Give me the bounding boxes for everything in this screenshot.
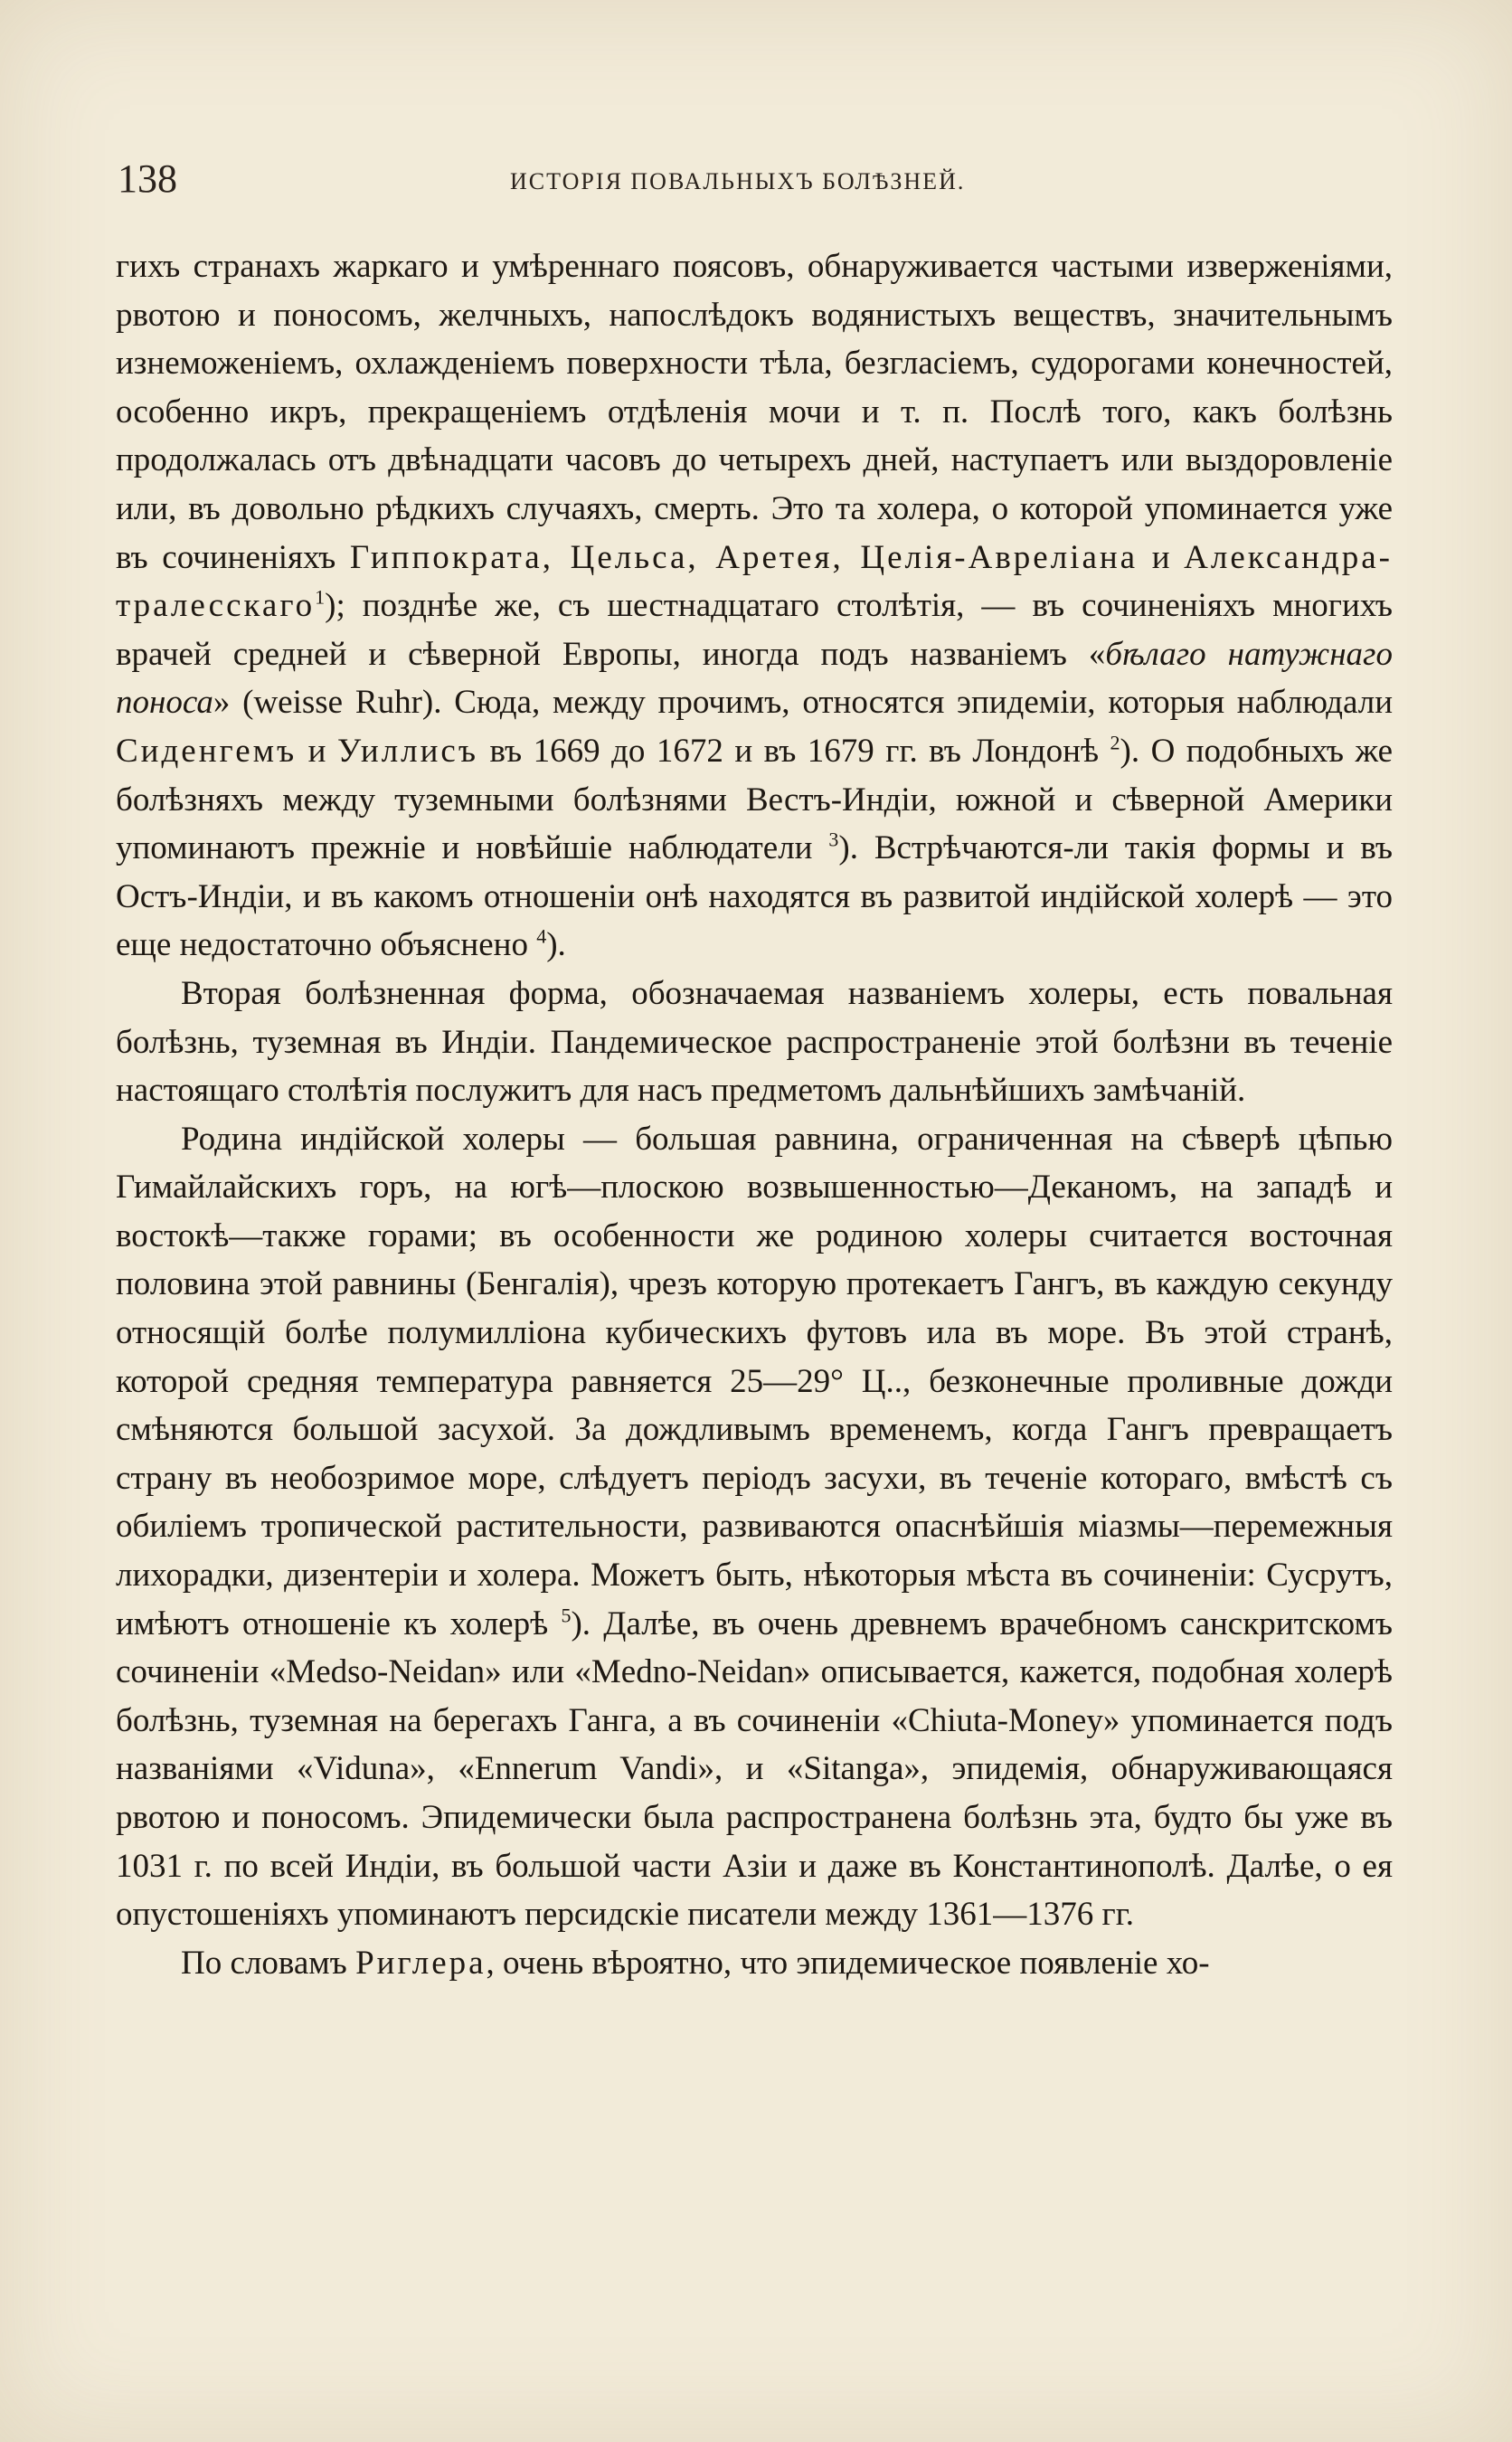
text-run: , очень вѣроятно, что эпидемическое появленіе хо- [486, 1944, 1210, 1982]
text-run: въ 1669 до 1672 и въ 1679 гг. въ Лондонѣ [477, 732, 1110, 770]
footnote-ref: 1 [315, 585, 326, 609]
author-name: Риглера [355, 1944, 487, 1982]
text-run: гихъ странахъ жаркаго и умѣреннаго поясовъ, обнаруживается частыми изверженіями, рвотою и поносомъ, желчныхъ, напослѣдокъ водянистыхъ веществъ, значительнымъ изнеможеніемъ, охлажденіемъ поверхности тѣла, безгласіемъ, судорогами конечностей, особенно икръ, прекращеніемъ отдѣленія мочи и т. п. Послѣ того, какъ болѣзнь продолжалась отъ двѣнадцати часовъ до четырехъ дней, наступаетъ или выздоровленіе или, въ довольно рѣдкихъ случаяхъ, смерть. Это та холера, о которой упоминается уже въ сочиненіяхъ [116, 248, 1393, 576]
footnote-ref: 4 [536, 924, 547, 948]
author-name: Уиллисъ [336, 732, 478, 770]
page-number: 138 [118, 156, 177, 201]
author-name: Александра-тралесскаго [116, 538, 1393, 625]
page-header [118, 156, 1402, 210]
text-run: По словамъ [181, 1944, 356, 1982]
text-run: » (weisse Ruhr). Сюда, между прочимъ, относятся эпидеміи, которыя наблюдали [213, 684, 1393, 722]
body-text [116, 242, 1393, 1987]
running-title: ИСТОРІЯ ПОВАЛЬНЫХЪ БОЛѢЗНЕЙ. [510, 168, 966, 194]
footnote-ref: 2 [1110, 731, 1120, 754]
paragraph-2: Вторая болѣзненная форма, обозначаемая названіемъ холеры, есть повальная болѣзнь, туземная въ Индіи. Пандемическое распространеніе этой болѣзни въ теченіе настоящаго столѣтія послужитъ для насъ предметомъ дальнѣйшихъ замѣчаній. [116, 974, 1393, 1110]
author-name: Сиденгемъ [116, 732, 298, 770]
text-run: и [1138, 538, 1185, 576]
paragraph-3 [116, 1115, 1393, 1939]
text-run: Родина индійской холеры — большая равнина, ограниченная на сѣверѣ цѣпью Гимайлайскихъ горъ, на югѣ—плоскою возвышенностью—Деканомъ, на западѣ и востокѣ—также горами; въ особенности же родиною холеры считается восточная половина этой равнины (Бенгалія), чрезъ которую протекаетъ Гангъ, въ каждую секунду относящій болѣе полумилліона кубическихъ футовъ ила въ море. Въ этой странѣ, которой средняя температура равняется 25—29° Ц.., безконечные проливные дожди смѣняются большой засухой. За дождливымъ временемъ, когда Гангъ превращаетъ страну въ необозримое море, слѣдуетъ періодъ засухи, въ теченіе котораго, вмѣстѣ съ обиліемъ тропической растительности, развиваются опаснѣйшія міазмы—перемежныя лихорадки, дизентеріи и холера. Можетъ быть, нѣкоторыя мѣста въ сочиненіи: Сусрутъ, имѣютъ отношеніе къ холерѣ [116, 1120, 1393, 1642]
footnote-ref: 5 [561, 1604, 572, 1627]
text-run: ). Далѣе, въ очень древнемъ врачебномъ санскритскомъ сочиненіи «Medso-Neidan» или «Medno-Neidan» описывается, кажется, подобная холерѣ болѣзнь, туземная на берегахъ Ганга, а въ сочиненіи «Chiuta-Money» упоминается подъ названіями «Viduna», «Ennerum Vandi», и «Sitanga», эпидемія, обнаруживающаяся рвотою и поносомъ. Эпидемически была распространена болѣзнь эта, будто бы уже въ 1031 г. по всей Индіи, въ большой части Азіи и даже въ Константинополѣ. Далѣе, о ея опустошеніяхъ упоминаютъ персидскіе писатели между 1361—1376 гг. [116, 1604, 1393, 1934]
text-run: ). [546, 926, 566, 964]
text-run: ); позднѣе же, съ шестнадцатаго столѣтія, — въ сочиненіяхъ многихъ врачей средней и сѣверной Европы, иногда подъ названіемъ « [116, 587, 1393, 673]
italic-term: бѣлаго натужнаго поноса [116, 635, 1393, 722]
paragraph-4 [116, 1939, 1393, 1988]
paragraph-1 [116, 242, 1393, 970]
text-run: и [297, 732, 337, 770]
text-run: ). Встрѣчаются-ли такія формы и въ Остъ-Индіи, и въ какомъ отношеніи онѣ находятся въ развитой индійской холерѣ — это еще недостаточно объяснено [116, 829, 1394, 964]
text-run: ). О подобныхъ же болѣзняхъ между туземными болѣзнями Вестъ-Индіи, южной и сѣверной Америки упоминаютъ прежніе и новѣйшіе наблюдатели [116, 732, 1394, 867]
footnote-ref: 3 [828, 828, 839, 851]
author-names: Гиппократа, Цельса, Аретея, Целія-Авреліана [349, 538, 1139, 576]
